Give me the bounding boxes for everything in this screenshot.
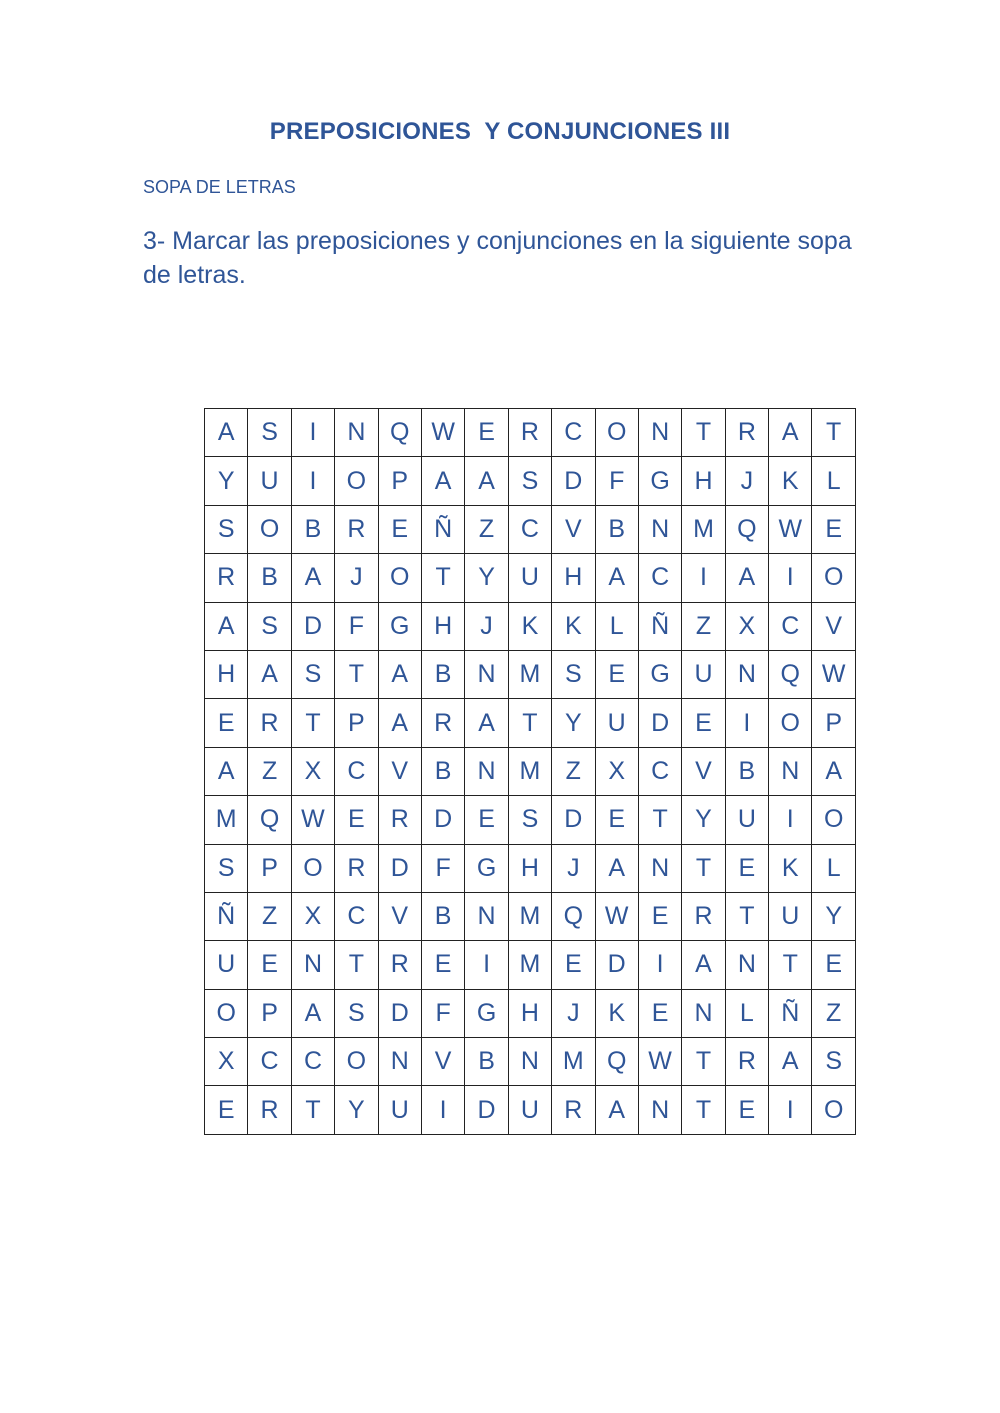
grid-cell[interactable]: Ñ [769, 989, 812, 1037]
grid-row [205, 844, 856, 892]
grid-cell[interactable]: B [421, 747, 464, 795]
grid-row [205, 1086, 856, 1134]
grid-cell[interactable]: U [205, 941, 248, 989]
grid-row [205, 796, 856, 844]
grid-row [205, 409, 856, 457]
grid-cell[interactable]: R [725, 1038, 768, 1086]
grid-cell[interactable]: A [595, 554, 638, 602]
grid-cell[interactable]: Q [769, 650, 812, 698]
grid-cell[interactable]: X [291, 747, 334, 795]
grid-cell[interactable]: U [682, 650, 725, 698]
grid-cell[interactable]: F [421, 844, 464, 892]
grid-cell[interactable]: K [769, 844, 812, 892]
document-subtitle: SOPA DE LETRAS [143, 177, 296, 197]
document-title: PREPOSICIONES Y CONJUNCIONES III [269, 118, 731, 145]
grid-cell[interactable]: X [595, 747, 638, 795]
grid-cell[interactable]: C [638, 554, 681, 602]
grid-cell[interactable]: Z [248, 892, 291, 940]
grid-cell[interactable]: O [812, 554, 855, 602]
grid-cell[interactable]: H [682, 457, 725, 505]
grid-row [205, 602, 856, 650]
grid-cell[interactable]: A [769, 409, 812, 457]
grid-cell[interactable]: I [638, 941, 681, 989]
grid-cell[interactable]: B [725, 747, 768, 795]
grid-cell[interactable]: D [595, 941, 638, 989]
grid-cell[interactable]: E [378, 505, 421, 553]
grid-cell[interactable]: T [682, 844, 725, 892]
grid-cell[interactable]: Y [465, 554, 508, 602]
grid-cell[interactable]: A [769, 1038, 812, 1086]
grid-cell[interactable]: D [552, 796, 595, 844]
grid-cell[interactable]: P [812, 699, 855, 747]
grid-cell[interactable]: G [378, 602, 421, 650]
grid-cell[interactable]: R [508, 409, 551, 457]
grid-cell[interactable]: N [465, 650, 508, 698]
grid-row [205, 747, 856, 795]
grid-cell[interactable]: A [725, 554, 768, 602]
grid-row [205, 554, 856, 602]
grid-cell[interactable]: X [725, 602, 768, 650]
grid-cell[interactable]: O [595, 409, 638, 457]
grid-cell[interactable]: A [465, 699, 508, 747]
grid-cell[interactable]: E [205, 1086, 248, 1134]
grid-row [205, 941, 856, 989]
grid-cell[interactable]: S [508, 457, 551, 505]
grid-cell[interactable]: R [248, 699, 291, 747]
grid-cell[interactable]: U [725, 796, 768, 844]
grid-cell[interactable]: Y [682, 796, 725, 844]
grid-cell[interactable]: E [812, 941, 855, 989]
grid-cell[interactable]: P [248, 844, 291, 892]
grid-cell[interactable]: A [682, 941, 725, 989]
grid-cell[interactable]: Ñ [421, 505, 464, 553]
grid-cell[interactable]: Z [552, 747, 595, 795]
grid-cell[interactable]: N [638, 409, 681, 457]
grid-cell[interactable]: V [421, 1038, 464, 1086]
grid-cell[interactable]: R [378, 941, 421, 989]
grid-cell[interactable]: O [205, 989, 248, 1037]
grid-cell[interactable]: Z [248, 747, 291, 795]
grid-cell[interactable]: O [812, 1086, 855, 1134]
word-search-grid [204, 408, 856, 1135]
grid-cell[interactable]: U [595, 699, 638, 747]
grid-cell[interactable]: W [812, 650, 855, 698]
grid-cell[interactable]: C [552, 409, 595, 457]
grid-cell[interactable]: I [682, 554, 725, 602]
grid-cell[interactable]: N [335, 409, 378, 457]
grid-cell[interactable]: E [682, 699, 725, 747]
grid-cell[interactable]: J [552, 989, 595, 1037]
grid-cell[interactable]: N [291, 941, 334, 989]
grid-cell[interactable]: M [508, 650, 551, 698]
grid-cell[interactable]: O [335, 1038, 378, 1086]
grid-cell[interactable]: S [205, 505, 248, 553]
grid-cell[interactable]: M [508, 892, 551, 940]
grid-cell[interactable]: E [725, 844, 768, 892]
grid-cell[interactable]: N [769, 747, 812, 795]
grid-cell[interactable]: W [638, 1038, 681, 1086]
grid-cell[interactable]: N [638, 505, 681, 553]
grid-cell[interactable]: A [205, 409, 248, 457]
instructions-text: 3- Marcar las preposiciones y conjunciones en la siguiente sopa de letras. [143, 227, 852, 289]
word-search-body [205, 409, 856, 1135]
grid-cell[interactable]: E [638, 892, 681, 940]
grid-cell[interactable]: B [465, 1038, 508, 1086]
grid-cell[interactable]: D [378, 844, 421, 892]
grid-cell[interactable]: E [812, 505, 855, 553]
grid-cell[interactable]: T [335, 650, 378, 698]
grid-cell[interactable]: U [378, 1086, 421, 1134]
grid-cell[interactable]: X [205, 1038, 248, 1086]
grid-cell[interactable]: B [248, 554, 291, 602]
grid-cell[interactable]: N [725, 941, 768, 989]
grid-cell[interactable]: D [638, 699, 681, 747]
grid-cell[interactable]: S [552, 650, 595, 698]
grid-cell[interactable]: A [812, 747, 855, 795]
grid-cell[interactable]: Y [335, 1086, 378, 1134]
grid-cell[interactable]: K [508, 602, 551, 650]
grid-cell[interactable]: C [335, 747, 378, 795]
grid-cell[interactable]: F [335, 602, 378, 650]
grid-cell[interactable]: U [508, 1086, 551, 1134]
grid-cell[interactable]: R [378, 796, 421, 844]
grid-cell[interactable]: N [638, 844, 681, 892]
grid-row [205, 505, 856, 553]
grid-cell[interactable]: I [769, 1086, 812, 1134]
grid-cell[interactable]: Z [812, 989, 855, 1037]
grid-cell[interactable]: Z [465, 505, 508, 553]
grid-cell[interactable]: O [378, 554, 421, 602]
grid-cell[interactable]: E [552, 941, 595, 989]
grid-cell[interactable]: X [291, 892, 334, 940]
grid-cell[interactable]: C [638, 747, 681, 795]
grid-cell[interactable]: L [812, 457, 855, 505]
grid-cell[interactable]: I [769, 554, 812, 602]
grid-cell[interactable]: N [378, 1038, 421, 1086]
grid-cell[interactable]: A [205, 747, 248, 795]
grid-cell[interactable]: P [335, 699, 378, 747]
grid-cell[interactable]: R [552, 1086, 595, 1134]
grid-cell[interactable]: T [812, 409, 855, 457]
grid-cell[interactable]: T [421, 554, 464, 602]
grid-cell[interactable]: K [552, 602, 595, 650]
grid-cell[interactable]: T [291, 699, 334, 747]
grid-row [205, 989, 856, 1037]
grid-cell[interactable]: T [508, 699, 551, 747]
grid-cell[interactable]: I [769, 796, 812, 844]
grid-cell[interactable]: V [378, 747, 421, 795]
grid-cell[interactable]: Ñ [205, 892, 248, 940]
grid-cell[interactable]: U [248, 457, 291, 505]
grid-row [205, 1038, 856, 1086]
grid-cell[interactable]: A [291, 989, 334, 1037]
grid-cell[interactable]: E [465, 409, 508, 457]
grid-cell[interactable]: Q [552, 892, 595, 940]
grid-cell[interactable]: V [812, 602, 855, 650]
grid-cell[interactable]: N [508, 1038, 551, 1086]
grid-cell[interactable]: H [421, 602, 464, 650]
grid-cell[interactable]: T [638, 796, 681, 844]
grid-cell[interactable]: D [378, 989, 421, 1037]
grid-cell[interactable]: Ñ [638, 602, 681, 650]
grid-cell[interactable]: W [291, 796, 334, 844]
grid-cell[interactable]: D [421, 796, 464, 844]
grid-cell[interactable]: T [291, 1086, 334, 1134]
grid-cell[interactable]: J [552, 844, 595, 892]
grid-cell[interactable]: E [725, 1086, 768, 1134]
grid-cell[interactable]: N [682, 989, 725, 1037]
grid-cell[interactable]: T [769, 941, 812, 989]
grid-cell[interactable]: O [769, 699, 812, 747]
grid-cell[interactable]: O [812, 796, 855, 844]
grid-cell[interactable]: M [508, 747, 551, 795]
grid-cell[interactable]: K [769, 457, 812, 505]
grid-cell[interactable]: K [595, 989, 638, 1037]
grid-cell[interactable]: H [508, 844, 551, 892]
grid-cell[interactable]: I [421, 1086, 464, 1134]
grid-cell[interactable]: V [682, 747, 725, 795]
grid-cell[interactable]: R [682, 892, 725, 940]
grid-cell[interactable]: W [769, 505, 812, 553]
grid-cell[interactable]: O [248, 505, 291, 553]
grid-cell[interactable]: A [205, 602, 248, 650]
grid-cell[interactable]: J [725, 457, 768, 505]
grid-cell[interactable]: M [682, 505, 725, 553]
grid-cell[interactable]: Q [595, 1038, 638, 1086]
grid-cell[interactable]: C [335, 892, 378, 940]
grid-cell[interactable]: R [335, 505, 378, 553]
grid-cell[interactable]: E [205, 699, 248, 747]
grid-cell[interactable]: Y [812, 892, 855, 940]
grid-cell[interactable]: N [638, 1086, 681, 1134]
grid-row [205, 892, 856, 940]
grid-cell[interactable]: E [465, 796, 508, 844]
grid-cell[interactable]: T [682, 1086, 725, 1134]
grid-cell[interactable]: M [508, 941, 551, 989]
grid-cell[interactable]: R [205, 554, 248, 602]
grid-cell[interactable]: C [508, 505, 551, 553]
grid-row [205, 699, 856, 747]
grid-cell[interactable]: B [291, 505, 334, 553]
grid-cell[interactable]: D [552, 457, 595, 505]
grid-cell[interactable]: R [421, 699, 464, 747]
grid-cell[interactable]: E [595, 650, 638, 698]
grid-cell[interactable]: B [421, 892, 464, 940]
grid-cell[interactable]: Z [682, 602, 725, 650]
grid-cell[interactable]: A [378, 699, 421, 747]
grid-cell[interactable]: L [725, 989, 768, 1037]
grid-cell[interactable]: J [465, 602, 508, 650]
grid-cell[interactable]: H [508, 989, 551, 1037]
grid-cell[interactable]: G [638, 457, 681, 505]
grid-cell[interactable]: D [465, 1086, 508, 1134]
grid-cell[interactable]: A [465, 457, 508, 505]
grid-cell[interactable]: Y [205, 457, 248, 505]
grid-cell[interactable]: A [421, 457, 464, 505]
grid-cell[interactable]: Q [725, 505, 768, 553]
grid-cell[interactable]: U [508, 554, 551, 602]
grid-cell[interactable]: F [421, 989, 464, 1037]
grid-cell[interactable]: G [638, 650, 681, 698]
grid-cell[interactable]: N [465, 892, 508, 940]
grid-cell[interactable]: E [595, 796, 638, 844]
grid-cell[interactable]: H [205, 650, 248, 698]
grid-cell[interactable]: Q [248, 796, 291, 844]
grid-cell[interactable]: N [725, 650, 768, 698]
grid-cell[interactable]: E [248, 941, 291, 989]
grid-row [205, 457, 856, 505]
grid-cell[interactable]: R [725, 409, 768, 457]
grid-cell[interactable]: W [595, 892, 638, 940]
grid-cell[interactable]: I [465, 941, 508, 989]
grid-cell[interactable]: F [595, 457, 638, 505]
grid-cell[interactable]: I [291, 457, 334, 505]
grid-cell[interactable]: N [465, 747, 508, 795]
grid-cell[interactable]: S [248, 409, 291, 457]
grid-cell[interactable]: A [248, 650, 291, 698]
grid-cell[interactable]: D [291, 602, 334, 650]
grid-cell[interactable]: M [205, 796, 248, 844]
grid-cell[interactable]: S [291, 650, 334, 698]
grid-cell[interactable]: A [595, 844, 638, 892]
grid-cell[interactable]: P [378, 457, 421, 505]
grid-cell[interactable]: I [291, 409, 334, 457]
grid-cell[interactable]: W [421, 409, 464, 457]
grid-cell[interactable]: L [595, 602, 638, 650]
grid-cell[interactable]: V [378, 892, 421, 940]
grid-cell[interactable]: O [335, 457, 378, 505]
grid-cell[interactable]: C [248, 1038, 291, 1086]
grid-cell[interactable]: I [725, 699, 768, 747]
grid-cell[interactable]: S [205, 844, 248, 892]
grid-cell[interactable]: E [421, 941, 464, 989]
grid-cell[interactable]: Y [552, 699, 595, 747]
grid-cell[interactable]: G [465, 989, 508, 1037]
grid-cell[interactable]: S [508, 796, 551, 844]
grid-cell[interactable]: T [682, 1038, 725, 1086]
grid-cell[interactable]: C [291, 1038, 334, 1086]
grid-cell[interactable]: T [335, 941, 378, 989]
grid-cell[interactable]: H [552, 554, 595, 602]
grid-cell[interactable]: J [335, 554, 378, 602]
grid-cell[interactable]: U [769, 892, 812, 940]
grid-cell[interactable]: B [421, 650, 464, 698]
grid-cell[interactable]: S [812, 1038, 855, 1086]
grid-cell[interactable]: G [465, 844, 508, 892]
grid-cell[interactable]: L [812, 844, 855, 892]
grid-cell[interactable]: A [291, 554, 334, 602]
grid-cell[interactable]: O [291, 844, 334, 892]
grid-cell[interactable]: A [595, 1086, 638, 1134]
grid-cell[interactable]: T [725, 892, 768, 940]
grid-cell[interactable]: A [378, 650, 421, 698]
grid-cell[interactable]: B [595, 505, 638, 553]
grid-cell[interactable]: E [638, 989, 681, 1037]
grid-cell[interactable]: E [335, 796, 378, 844]
grid-cell[interactable]: V [552, 505, 595, 553]
grid-cell[interactable]: T [682, 409, 725, 457]
grid-cell[interactable]: M [552, 1038, 595, 1086]
grid-cell[interactable]: R [248, 1086, 291, 1134]
grid-row [205, 650, 856, 698]
grid-cell[interactable]: Q [378, 409, 421, 457]
grid-cell[interactable]: S [248, 602, 291, 650]
grid-cell[interactable]: P [248, 989, 291, 1037]
grid-cell[interactable]: S [335, 989, 378, 1037]
grid-cell[interactable]: R [335, 844, 378, 892]
grid-cell[interactable]: C [769, 602, 812, 650]
